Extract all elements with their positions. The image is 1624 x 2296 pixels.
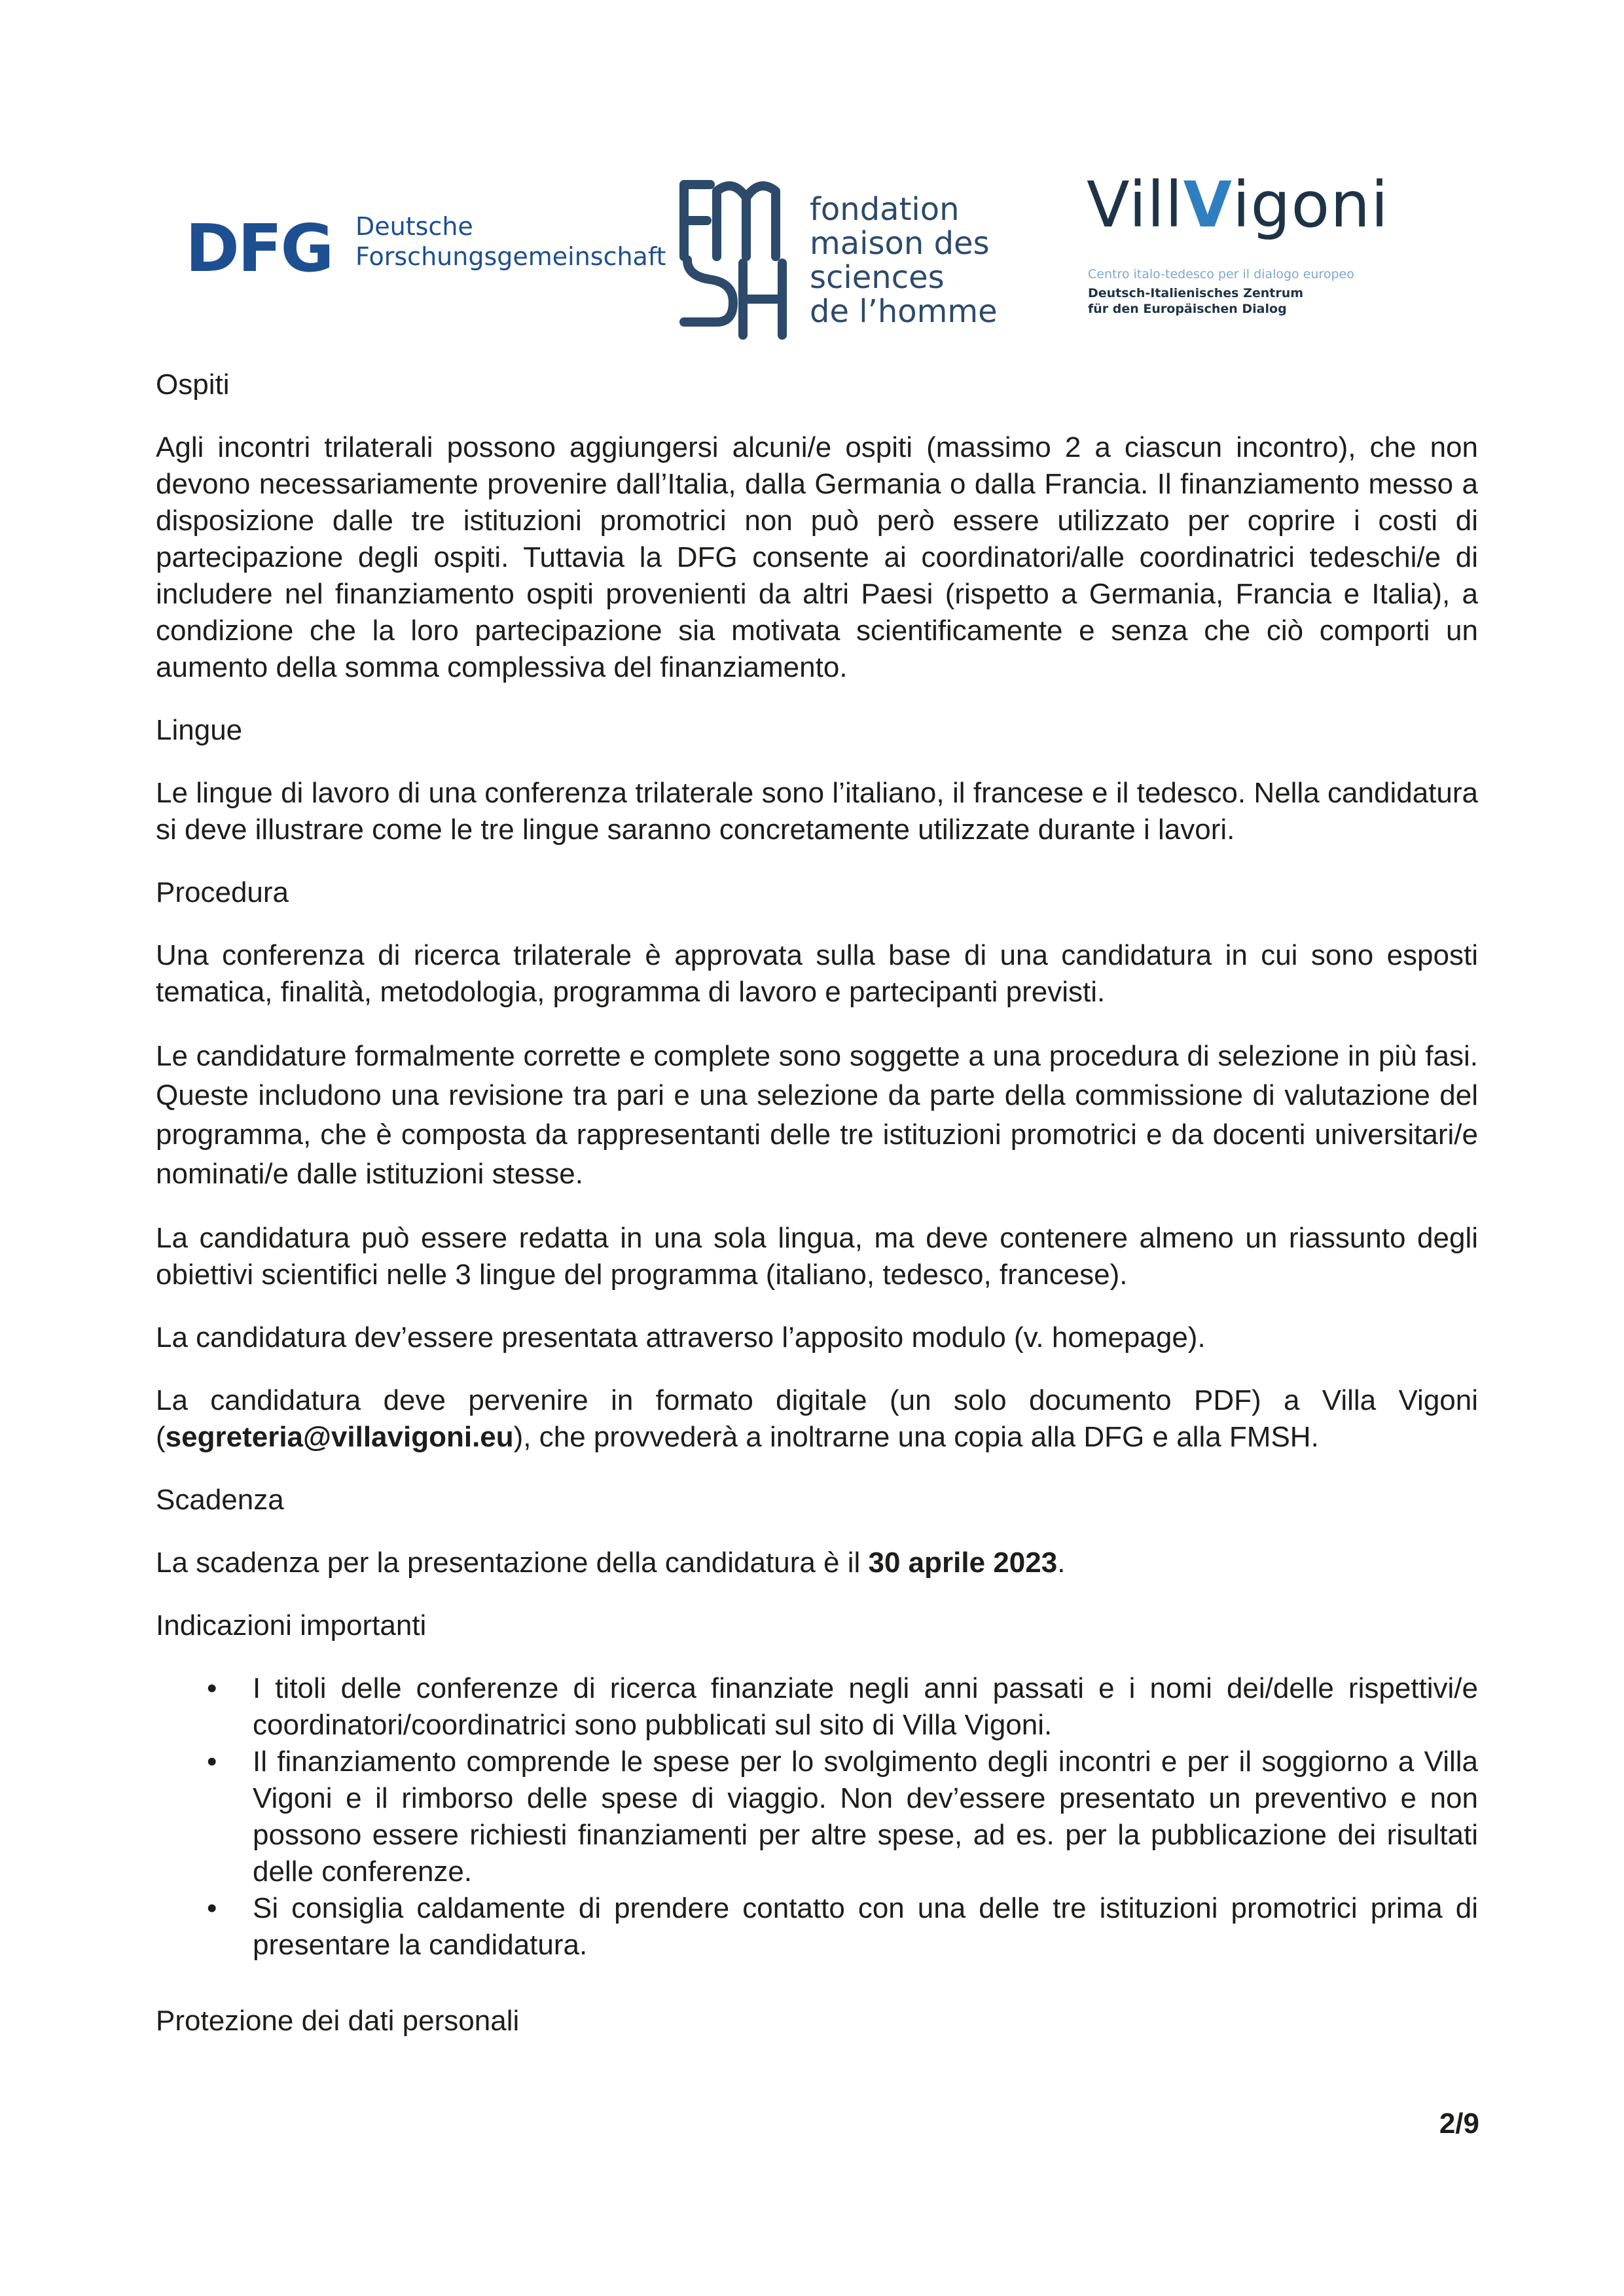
list-item-text: Si consiglia caldamente di prendere contatto con una delle tre istituzioni promotrici prima di presentare la candidatura. [253,1892,1478,1961]
villa-vigoni-wordmark [1087,169,1389,241]
document-body [156,367,1478,2066]
paragraph-ospiti: Agli incontri trilaterali possono aggiungersi alcuni/e ospiti (massimo 2 a ciascun incontro), che non devono necessariamente provenire dall’Italia, dalla Germania o dalla Francia. Il finanziamento messo a disposizione dalle tre istituzioni promotrici non può però essere utilizzato per coprire i costi di partecipazione degli ospiti. Tuttavia la DFG consente ai coordinatori/alle coordinatrici tedeschi/e di includere nel finanziamento ospiti provenienti da altri Paesi (rispetto a Germania, Francia e Italia), a condizione che la loro partecipazione sia motivata scientificamente e senza che ciò comporti un aumento della somma complessiva del finanziamento. [156,431,1478,683]
section-heading-scadenza: Scadenza [156,1484,284,1516]
fmsh-logo-line4: de l’homme [810,293,998,330]
fmsh-logo-text [810,192,998,329]
paragraph-scadenza-end: . [1057,1547,1066,1579]
villa-wordmark-part2: igoni [1232,168,1389,242]
paragraph-procedura-3: La candidatura può essere redatta in una sola lingua, ma deve contenere almeno un riassunto degli obiettivi scientifici nelle 3 lingue del programma (italiano, tedesco, francese). [156,1222,1478,1291]
section-heading-ospiti: Ospiti [156,368,230,401]
paragraph-procedura-5-end: ), che provvederà a inoltrarne una copia alla DFG e alla FMSH. [513,1421,1319,1453]
paragraph-procedura-1: Una conferenza di ricerca trilaterale è approvata sulla base di una candidatura in cui sono esposti tematica, finalità, metodologia, programma di lavoro e partecipanti previsti. [156,939,1478,1008]
list-item-text: Il finanziamento comprende le spese per lo svolgimento degli incontri e per il soggiorno a Villa Vigoni e il rimborso delle spese di viaggio. Non dev’essere presentato un preventivo e non possono essere richiesti finanziamenti per altre spese, ad es. per la pubblicazione dei risultati delle conferenze. [253,1746,1478,1888]
list-item-text: I titoli delle conferenze di ricerca finanziate negli anni passati e i nomi dei/delle rispettivi/e coordinatori/coordinatrici sono pubblicati sul sito di Villa Vigoni. [253,1672,1478,1741]
indicazioni-list [156,1670,1478,1964]
section-heading-protezione: Protezione dei dati personali [156,2005,520,2037]
section-heading-lingue: Lingue [156,714,243,746]
paragraph-scadenza-start: La scadenza per la presentazione della candidatura è il [156,1547,869,1579]
dfg-logo-text [355,211,666,272]
header-logos [0,0,1624,367]
list-item [207,1670,1478,1744]
villa-wordmark-part1: Vill [1087,168,1183,242]
villa-vigoni-subtitle-it: Centro italo-tedesco per il dialogo europeo [1088,267,1354,281]
list-item [207,1890,1478,1964]
villa-wordmark-accent: V [1183,168,1233,242]
fmsh-logo-line1: fondation [810,191,960,228]
paragraph-procedura-5-start: La candidatura deve pervenire in formato digitale (un solo documento PDF) a Villa Vigoni ( [156,1384,1478,1453]
dfg-logo-mark: DFG [185,210,333,287]
deadline-date: 30 aprile 2023 [868,1547,1058,1579]
email-link[interactable]: segreteria@villavigoni.eu [165,1421,514,1453]
page-number: 2/9 [1439,2108,1479,2140]
villa-vigoni-subtitle-de: Deutsch-Italienisches Zentrum für den Europäischen Dialog [1088,286,1304,316]
dfg-logo [185,208,666,287]
dfg-logo-line2: Forschungsgemeinschaft [355,242,666,271]
fmsh-logo-line3: sciences [810,259,945,296]
dfg-logo-line1: Deutsche [355,212,473,241]
fmsh-logo-line2: maison des [810,225,990,262]
paragraph-procedura-2: Le candidature formalmente corrette e complete sono soggette a una procedura di selezione in più fasi. Queste includono una revisione tra pari e una selezione da parte della commissione di valutazione del programma, che è composta da rappresentanti delle tre istituzioni promotrici e da docenti universitari/e nominati/e dalle istituzioni stesse. [156,1040,1478,1190]
paragraph-procedura-4: La candidatura dev’essere presentata attraverso l’apposito modulo (v. homepage). [156,1321,1206,1354]
villa-vigoni-logo [1087,169,1427,332]
paragraph-scadenza [156,1545,1478,1581]
fmsh-logo [671,171,1011,348]
fmsh-monogram-icon [671,171,802,348]
bullet-icon: • [207,1746,217,1778]
bullet-icon: • [207,1672,217,1704]
section-heading-procedura: Procedura [156,876,289,908]
paragraph-lingue: Le lingue di lavoro di una conferenza trilaterale sono l’italiano, il francese e il tedesco. Nella candidatura si deve illustrare come le tre lingue saranno concretamente utilizzate durante i lavori. [156,777,1478,846]
section-heading-indicazioni: Indicazioni importanti [156,1609,427,1641]
list-item [207,1744,1478,1890]
paragraph-procedura-5 [156,1382,1478,1456]
bullet-icon: • [207,1892,217,1924]
